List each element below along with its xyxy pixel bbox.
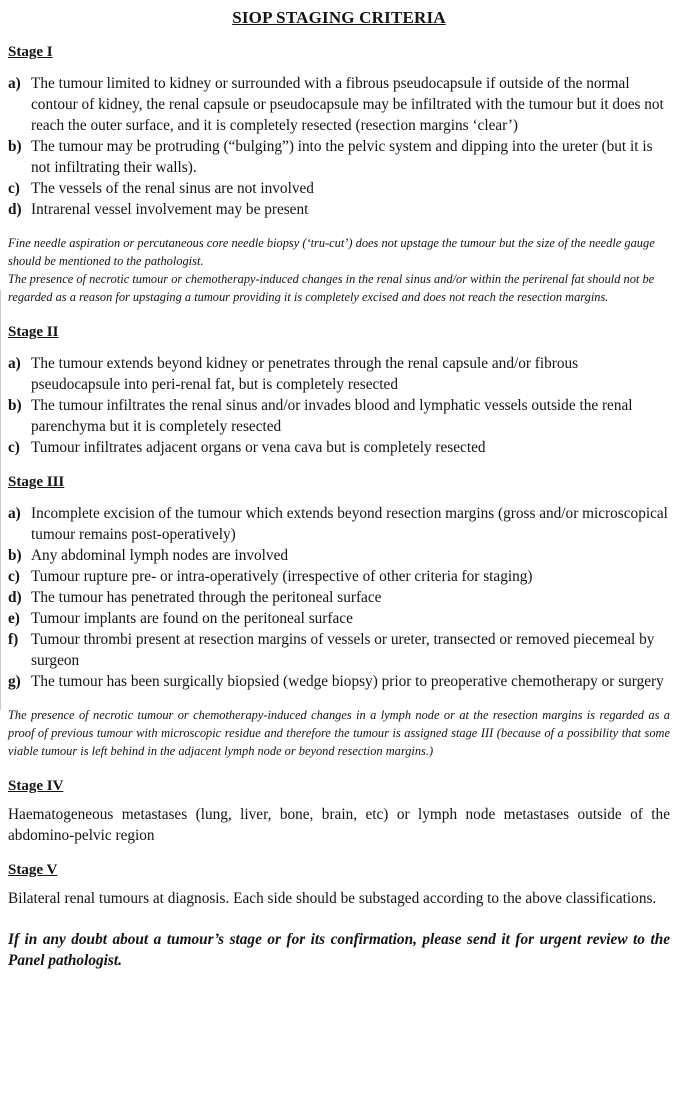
review-instruction: If in any doubt about a tumour’s stage or for its confirmation, please send it for urgent review to the Panel pathologist. bbox=[8, 931, 670, 969]
list-item bbox=[8, 136, 670, 178]
item-label: b) bbox=[8, 397, 22, 414]
item-label: c) bbox=[8, 439, 20, 456]
scan-edge-line bbox=[0, 290, 1, 710]
stage-4-heading: Stage IV bbox=[8, 778, 64, 794]
item-text: Tumour infiltrates adjacent organs or vena cava but is completely resected bbox=[31, 439, 486, 456]
stage-5-heading: Stage V bbox=[8, 862, 58, 878]
list-item bbox=[8, 629, 670, 671]
stage-4-text: Haematogeneous metastases (lung, liver, bone, brain, etc) or lymph node metastases outside of the abdomino-pelvic region bbox=[8, 806, 670, 844]
item-label: b) bbox=[8, 547, 22, 564]
list-item bbox=[8, 178, 670, 199]
item-text: The tumour may be protruding (“bulging”) into the pelvic system and dipping into the ureter (but it is not infiltrating their walls). bbox=[31, 138, 653, 176]
list-item bbox=[8, 437, 670, 458]
stage-2-heading: Stage II bbox=[8, 324, 59, 340]
stage-1-criteria-list bbox=[8, 73, 670, 220]
item-text: The tumour has been surgically biopsied (wedge biopsy) prior to preoperative chemotherapy or surgery bbox=[31, 673, 664, 690]
item-label: c) bbox=[8, 568, 20, 585]
list-item bbox=[8, 587, 670, 608]
stage-1-biopsy-note: Fine needle aspiration or percutaneous core needle biopsy (‘tru-cut’) does not upstage the tumour but the size of the needle gauge should be mentioned to the pathologist. bbox=[8, 236, 655, 268]
item-label: a) bbox=[8, 505, 21, 522]
list-item bbox=[8, 199, 670, 220]
item-label: c) bbox=[8, 180, 20, 197]
item-label: d) bbox=[8, 589, 22, 606]
item-text: The tumour infiltrates the renal sinus and/or invades blood and lymphatic vessels outside the renal parenchyma but it is completely resected bbox=[31, 397, 633, 435]
item-text: Incomplete excision of the tumour which extends beyond resection margins (gross and/or microscopical tumour remains post-operatively) bbox=[31, 505, 668, 543]
stage-3-necrosis-note: The presence of necrotic tumour or chemotherapy-induced changes in a lymph node or at the resection margins is regarded as a proof of previous tumour with microscopic residue and therefore the tumour is assigned stage III (because of a possibility that some viable tumour is left behind in the adjacent lymph node or beyond resection margins.) bbox=[8, 708, 670, 758]
item-label: e) bbox=[8, 610, 20, 627]
stage-3-criteria-list bbox=[8, 503, 670, 692]
page-title: SIOP STAGING CRITERIA bbox=[232, 8, 446, 27]
list-item bbox=[8, 566, 670, 587]
item-text: Intrarenal vessel involvement may be present bbox=[31, 201, 309, 218]
list-item bbox=[8, 395, 670, 437]
item-text: Tumour implants are found on the peritoneal surface bbox=[31, 610, 353, 627]
stage-3-heading: Stage III bbox=[8, 474, 65, 490]
list-item bbox=[8, 608, 670, 629]
stage-1-heading: Stage I bbox=[8, 44, 53, 60]
item-text: Tumour rupture pre- or intra-operatively (irrespective of other criteria for staging) bbox=[31, 568, 533, 585]
item-text: The tumour limited to kidney or surrounded with a fibrous pseudocapsule if outside of the normal contour of kidney, the renal capsule or pseudocapsule may be infiltrated with the tumour but it does not reach the outer surface, and it is completely resected (resection margins ‘clear’) bbox=[31, 75, 664, 134]
item-label: a) bbox=[8, 75, 21, 92]
list-item bbox=[8, 545, 670, 566]
item-label: b) bbox=[8, 138, 22, 155]
item-label: g) bbox=[8, 673, 21, 690]
item-text: Any abdominal lymph nodes are involved bbox=[31, 547, 289, 564]
list-item bbox=[8, 353, 670, 395]
item-text: The tumour extends beyond kidney or penetrates through the renal capsule and/or fibrous pseudocapsule into peri-renal fat, but is completely resected bbox=[31, 355, 579, 393]
item-label: d) bbox=[8, 201, 22, 218]
item-label: a) bbox=[8, 355, 21, 372]
stage-2-criteria-list bbox=[8, 353, 670, 458]
stage-1-necrosis-note: The presence of necrotic tumour or chemotherapy-induced changes in the renal sinus and/or within the perirenal fat should not be regarded as a reason for upstaging a tumour providing it is completely excised and does not reach the resection margins. bbox=[8, 272, 655, 304]
item-text: The vessels of the renal sinus are not involved bbox=[31, 180, 314, 197]
item-text: The tumour has penetrated through the peritoneal surface bbox=[31, 589, 382, 606]
list-item bbox=[8, 503, 670, 545]
stage-5-text: Bilateral renal tumours at diagnosis. Each side should be substaged according to the above classifications. bbox=[8, 890, 657, 907]
item-text: Tumour thrombi present at resection margins of vessels or ureter, transected or removed piecemeal by surgeon bbox=[31, 631, 655, 669]
item-label: f) bbox=[8, 631, 19, 648]
list-item bbox=[8, 73, 670, 136]
list-item bbox=[8, 671, 670, 692]
